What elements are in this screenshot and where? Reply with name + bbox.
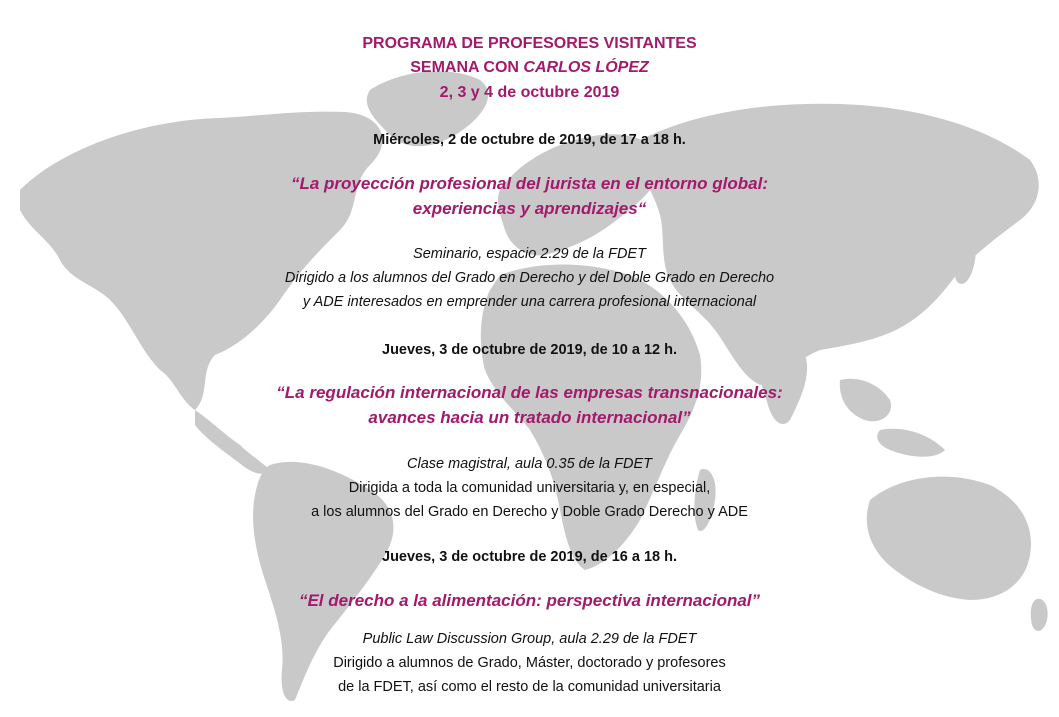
session-2-audience-line-2: a los alumnos del Grado en Derecho y Doble Grado Derecho y ADE (311, 504, 748, 520)
session-2-audience-line-1: Dirigida a toda la comunidad universitaria y, en especial, (348, 480, 711, 496)
program-dates: 2, 3 y 4 de octubre 2019 (439, 84, 620, 101)
session-3-title: “El derecho a la alimentación: perspectiva internacional” (298, 591, 761, 610)
subtitle-prefix: SEMANA CON (410, 59, 524, 76)
session-2-title-line-1: “La regulación internacional de las empresas transnacionales: (276, 383, 783, 402)
session-2-title-line-2: avances hacia un tratado internacional” (368, 408, 691, 427)
session-1-title-line-1: “La proyección profesional del jurista en el entorno global: (290, 174, 769, 193)
session-2-venue: Clase magistral, aula 0.35 de la FDET (407, 456, 652, 472)
speaker-name: CARLOS LÓPEZ (523, 59, 649, 76)
session-2-date: Jueves, 3 de octubre de 2019, de 10 a 12 h. (382, 342, 677, 358)
session-3-venue: Public Law Discussion Group, aula 2.29 de la FDET (362, 631, 697, 647)
program-title: PROGRAMA DE PROFESORES VISITANTES (362, 35, 697, 52)
session-1-audience-line-1: Dirigido a los alumnos del Grado en Derecho y del Doble Grado en Derecho (284, 270, 775, 286)
session-1-title-line-2: experiencias y aprendizajes“ (412, 199, 647, 218)
program-subtitle (0, 59, 1059, 77)
session-3-audience-line-1: Dirigido a alumnos de Grado, Máster, doctorado y profesores (333, 655, 726, 671)
session-3-audience-line-2: de la FDET, así como el resto de la comunidad universitaria (338, 679, 721, 695)
session-1-venue: Seminario, espacio 2.29 de la FDET (413, 246, 646, 262)
session-3-date: Jueves, 3 de octubre de 2019, de 16 a 18 h. (382, 549, 677, 565)
session-1-audience-line-2: y ADE interesados en emprender una carrera profesional internacional (302, 294, 757, 310)
session-1-date: Miércoles, 2 de octubre de 2019, de 17 a 18 h. (373, 132, 686, 148)
